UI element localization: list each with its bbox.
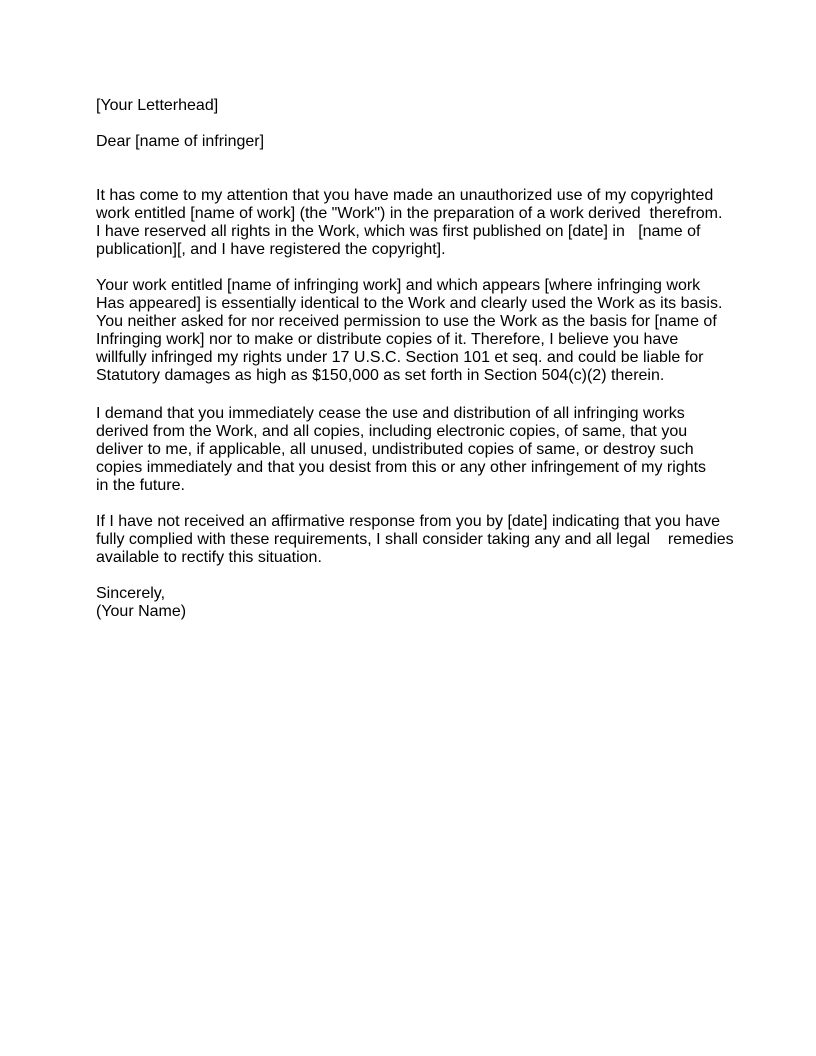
paragraph-2-line: Your work entitled [name of infringing work] and which appears [where infringing work (96, 277, 701, 294)
paragraph-1-line: work entitled [name of work] (the "Work") in the preparation of a work derived therefrom. (96, 205, 723, 222)
paragraph-3-line: deliver to me, if applicable, all unused, undistributed copies of same, or destroy such (96, 441, 694, 458)
paragraph-2-line: You neither asked for nor received permission to use the Work as the basis for [name of (96, 313, 717, 330)
letterhead: [Your Letterhead] (96, 97, 219, 114)
paragraph-3-line: copies immediately and that you desist from this or any other infringement of my rights (96, 459, 707, 476)
paragraph-4-line: available to rectify this situation. (96, 549, 322, 566)
paragraph-4-line: fully complied with these requirements, I shall consider taking any and all legal remedies (96, 531, 734, 548)
paragraph-4-line: If I have not received an affirmative response from you by [date] indicating that you have (96, 513, 721, 530)
paragraph-2-line: Has appeared] is essentially identical to the Work and clearly used the Work as its basis. (96, 295, 723, 312)
paragraph-2-line: willfully infringed my rights under 17 U.S.C. Section 101 et seq. and could be liable for (96, 349, 704, 366)
paragraph-2-line: Infringing work] nor to make or distribute copies of it. Therefore, I believe you have (96, 331, 679, 348)
paragraph-2-line: Statutory damages as high as $150,000 as set forth in Section 504(c)(2) therein. (96, 367, 665, 384)
paragraph-3-line: derived from the Work, and all copies, including electronic copies, of same, that you (96, 423, 688, 440)
signature: (Your Name) (96, 603, 187, 620)
paragraph-3-line: in the future. (96, 477, 185, 494)
paragraph-3-line: I demand that you immediately cease the use and distribution of all infringing works (96, 405, 685, 422)
closing: Sincerely, (96, 585, 166, 602)
paragraph-1-line: It has come to my attention that you have made an unauthorized use of my copyrighted (96, 187, 714, 204)
paragraph-1-line: I have reserved all rights in the Work, which was first published on [date] in [name of (96, 223, 701, 240)
paragraph-1-line: publication][, and I have registered the copyright]. (96, 241, 446, 258)
salutation: Dear [name of infringer] (96, 133, 265, 150)
